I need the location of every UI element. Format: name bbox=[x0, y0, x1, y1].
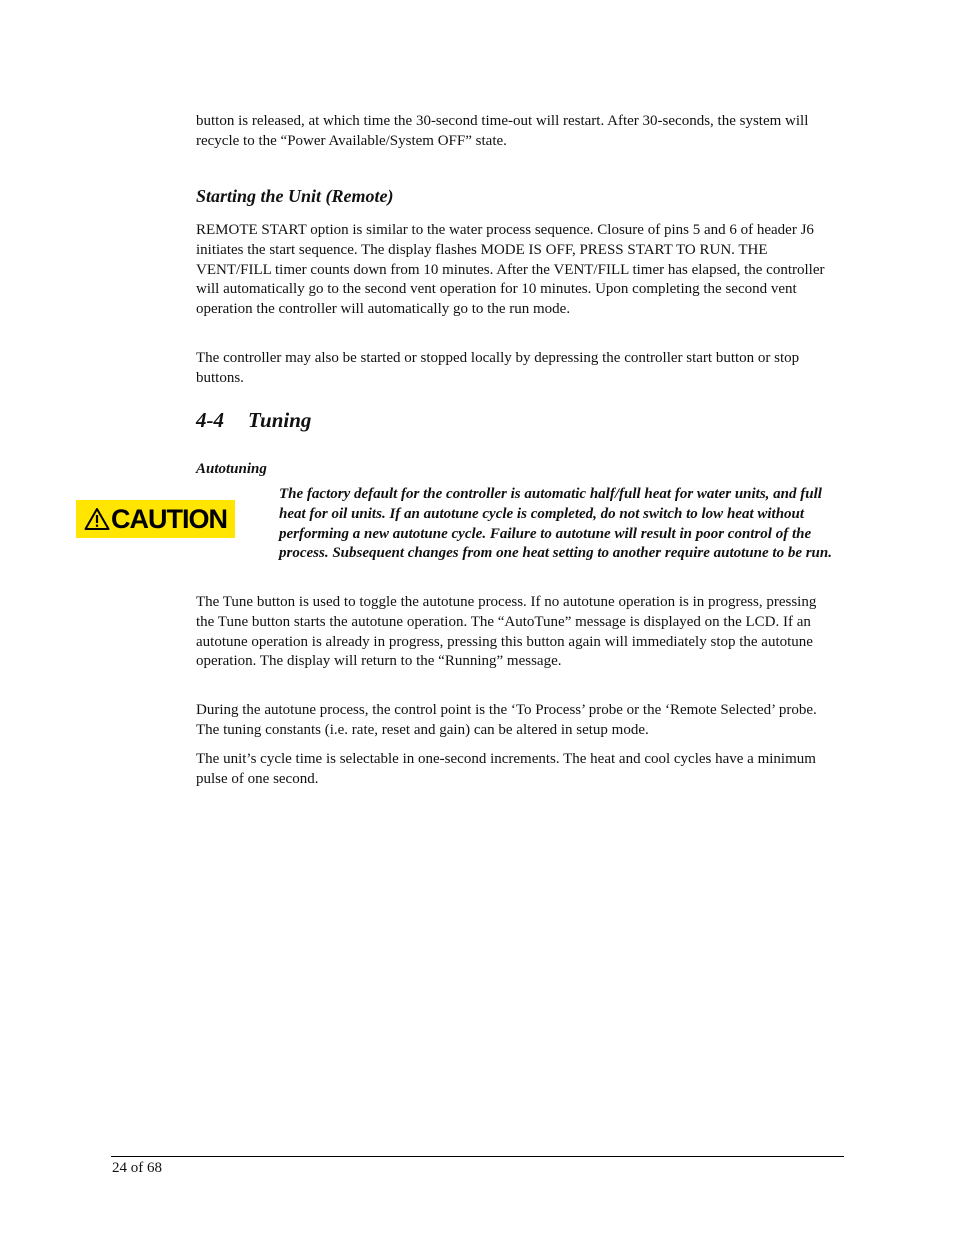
page-number: 24 of 68 bbox=[112, 1160, 162, 1176]
tune-button-paragraph: The Tune button is used to toggle the autotune process. If no autotune operation is in progress, pressing the Tune button starts the autotune operation. The “AutoTune” message is displayed on the LCD. If an autotune operation is already in progress, pressing this button again will immediately stop the autotune operation. The display will return to the “Running” message. bbox=[196, 594, 817, 670]
section-number: 4-4 bbox=[196, 408, 224, 432]
warning-triangle-icon bbox=[84, 507, 110, 531]
control-point-paragraph: During the autotune process, the control point is the ‘To Process’ probe or the ‘Remote Selected’ probe. The tuning constants (i.e. rate, reset and gain) can be altered in setup mode. bbox=[196, 702, 817, 738]
section-title: Tuning bbox=[248, 408, 312, 432]
autotuning-subheading: Autotuning bbox=[196, 461, 267, 477]
caution-label: CAUTION bbox=[111, 504, 227, 534]
cycle-time-paragraph: The unit’s cycle time is selectable in one-second increments. The heat and cool cycles have a minimum pulse of one second. bbox=[196, 751, 816, 787]
remote-start-paragraph: REMOTE START option is similar to the water process sequence. Closure of pins 5 and 6 of header J6 initiates the start sequence. The display flashes MODE IS OFF, PRESS START TO RUN. THE VENT/FILL timer counts down from 10 minutes. After the VENT/FILL timer has elapsed, the controller will automatically go to the second vent operation for 10 minutes. Upon completing the second vent operation the controller will automatically go to the run mode. bbox=[196, 222, 825, 318]
caution-badge bbox=[76, 500, 235, 538]
footer-divider bbox=[111, 1156, 844, 1157]
tuning-section-heading bbox=[196, 407, 311, 433]
local-start-stop-paragraph: The controller may also be started or stopped locally by depressing the controller start button or stop buttons. bbox=[196, 350, 800, 386]
intro-paragraph: button is released, at which time the 30-second time-out will restart. After 30-seconds, the system will recycle to the “Power Available/System OFF” state. bbox=[196, 113, 809, 149]
caution-text: The factory default for the controller is automatic half/full heat for water units, and full heat for oil units. If an autotune cycle is completed, do not switch to low heat without performing a new autotune cycle. Failure to autotune will result in poor control of the process. Subsequent changes from one heat setting to another require autotune to be run. bbox=[279, 486, 832, 562]
starting-unit-remote-heading: Starting the Unit (Remote) bbox=[196, 186, 394, 206]
